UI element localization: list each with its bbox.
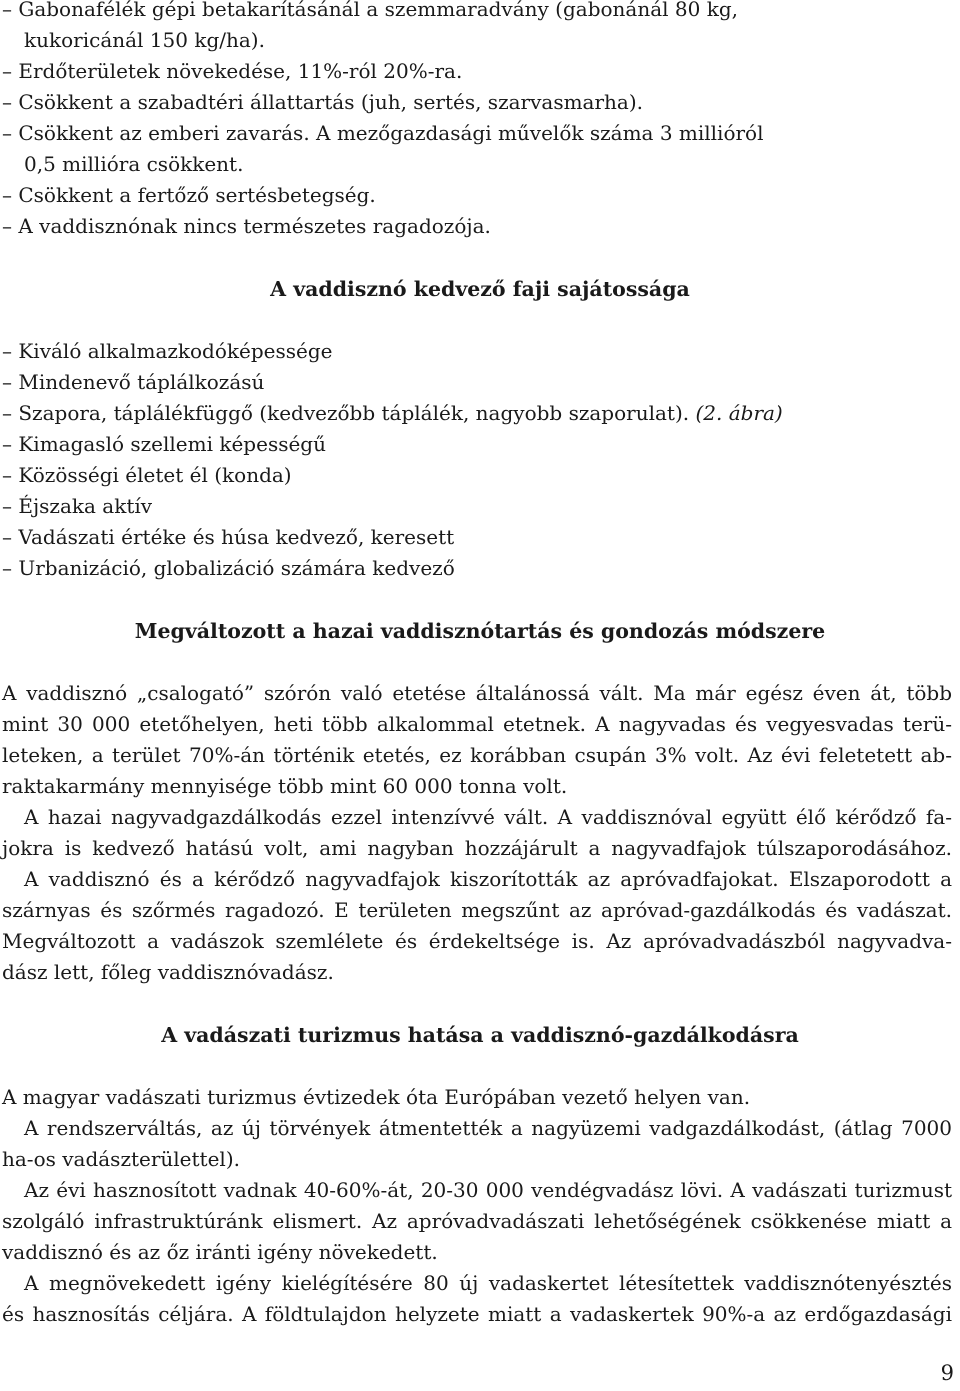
list-item: – Kiváló alkalmazkodóképessége bbox=[2, 339, 333, 363]
paragraph-line: Az évi hasznosított vadnak 40-60%-át, 20-30 000 vendégvadász lövi. A vadászati turizmust bbox=[24, 1178, 952, 1202]
paragraph-line: A megnövekedett igény kielégítésére 80 új vadaskertet létesítettek vaddisznótenyésztés bbox=[24, 1271, 952, 1295]
list-item: – A vaddisznónak nincs természetes ragadozója. bbox=[2, 214, 491, 238]
section-heading: A vadászati turizmus hatása a vaddisznó-gazdálkodásra bbox=[161, 1023, 799, 1047]
paragraph-line: A vaddisznó „csalogató” szórón való etetése általánossá vált. Ma már egész éven át, több bbox=[2, 681, 952, 705]
paragraph-line: A vaddisznó és a kérődző nagyvadfajok kiszorították az apróvadfajokat. Elszaporodott a bbox=[24, 867, 952, 891]
section-heading: Megváltozott a hazai vaddisznótartás és gondozás módszere bbox=[134, 619, 826, 643]
paragraph-line: vaddisznó és az őz iránti igény növekedett. bbox=[2, 1240, 438, 1264]
page-number: 9 bbox=[940, 1361, 954, 1385]
section-heading: A vaddisznó kedvező faji sajátossága bbox=[270, 277, 690, 301]
list-item: – Erdőterületek növekedése, 11%-ról 20%-ra. bbox=[2, 59, 463, 83]
list-item bbox=[2, 398, 952, 429]
paragraph-line: szolgáló infrastruktúránk elismert. Az apróvadvadászati lehetőségének csökkenése miatt a bbox=[2, 1209, 952, 1233]
paragraph-line: ha-os vadászterülettel). bbox=[2, 1147, 240, 1171]
paragraph-line: dász lett, főleg vaddisznóvadász. bbox=[2, 960, 334, 984]
list-item: kukoricánál 150 kg/ha). bbox=[24, 28, 265, 52]
paragraph-line: raktakarmány mennyisége több mint 60 000 tonna volt. bbox=[2, 774, 568, 798]
list-item-text: – Szapora, táplálékfüggő (kedvezőbb táplálék, nagyobb szaporulat). bbox=[2, 401, 690, 425]
list-item: – Csökkent a szabadtéri állattartás (juh, sertés, szarvasmarha). bbox=[2, 90, 643, 114]
list-item: – Vadászati értéke és húsa kedvező, keresett bbox=[2, 525, 455, 549]
paragraph-line: szárnyas és szőrmés ragadozó. E területen megszűnt az apróvad-gazdálkodás és vadászat. bbox=[2, 898, 952, 922]
paragraph-line: A magyar vadászati turizmus évtizedek óta Európában vezető helyen van. bbox=[2, 1085, 751, 1109]
list-item: – Csökkent a fertőző sertésbetegség. bbox=[2, 183, 376, 207]
paragraph-line: és hasznosítás céljára. A földtulajdon helyzete miatt a vadaskertek 90%-a az erdőgazdasági bbox=[2, 1302, 952, 1326]
paragraph-line: mint 30 000 etetőhelyen, heti több alkalommal etetnek. A nagyvadas és vegyesvadas terü- bbox=[2, 712, 952, 736]
paragraph-line: A rendszerváltás, az új törvények átmentették a nagyüzemi vadgazdálkodást, (átlag 7000 bbox=[24, 1116, 952, 1140]
figure-reference: (2. ábra) bbox=[695, 401, 783, 425]
list-item: – Éjszaka aktív bbox=[2, 494, 153, 518]
list-item: – Gabonafélék gépi betakarításánál a szemmaradvány (gabonánál 80 kg, bbox=[2, 0, 738, 21]
list-item: – Közösségi életet él (konda) bbox=[2, 463, 292, 487]
paragraph-line: jokra is kedvező hatású volt, ami nagyban hozzájárult a nagyvadfajok túlszaporodásához. bbox=[2, 836, 952, 860]
list-item: – Csökkent az emberi zavarás. A mezőgazdasági művelők száma 3 millióról bbox=[2, 121, 764, 145]
list-item: – Mindenevő táplálkozású bbox=[2, 370, 265, 394]
paragraph-line: Megváltozott a vadászok szemlélete és érdekeltsége is. Az apróvadvadászból nagyvadva- bbox=[2, 929, 952, 953]
list-item: – Urbanizáció, globalizáció számára kedvező bbox=[2, 556, 455, 580]
list-item: 0,5 millióra csökkent. bbox=[24, 152, 244, 176]
paragraph-line: leteken, a terület 70%-án történik etetés, ez korábban csupán 3% volt. Az évi feletetett ab- bbox=[2, 743, 952, 767]
list-item: – Kimagasló szellemi képességű bbox=[2, 432, 326, 456]
paragraph-line: A hazai nagyvadgazdálkodás ezzel intenzívvé vált. A vaddisznóval együtt élő kérődző fa- bbox=[24, 805, 952, 829]
